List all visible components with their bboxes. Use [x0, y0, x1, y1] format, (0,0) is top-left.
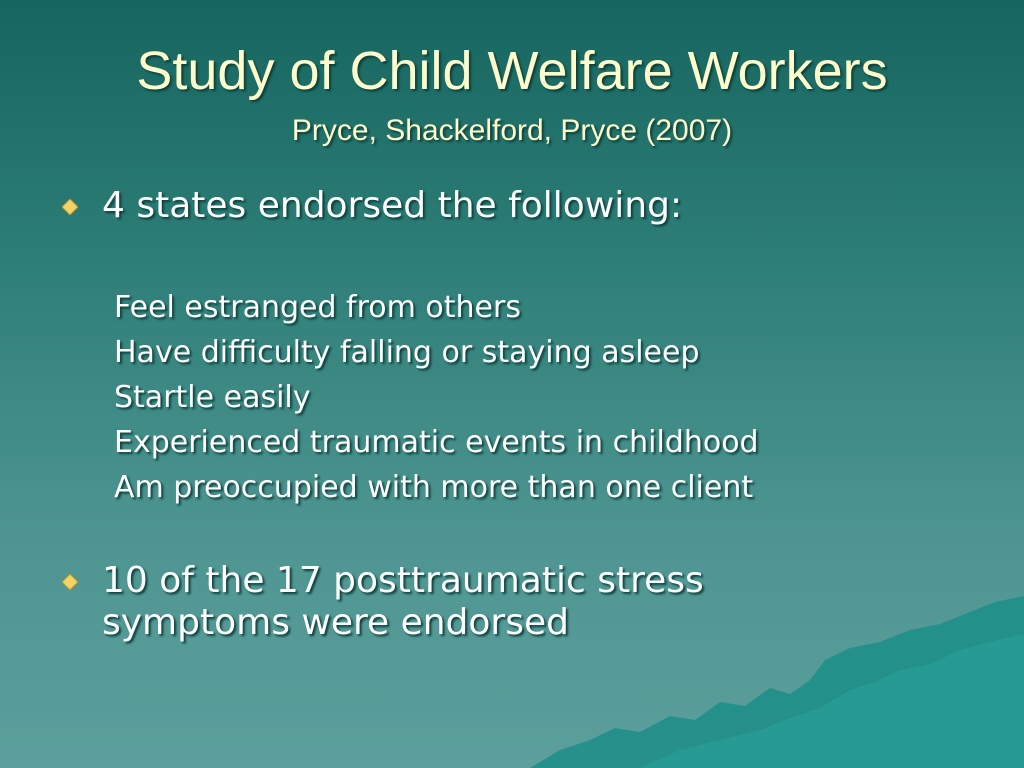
sub-item: Have difficulty falling or staying asleep	[114, 335, 700, 370]
diamond-bullet-icon	[62, 199, 78, 215]
sub-item: Feel estranged from others	[114, 290, 521, 325]
sub-item: Experienced traumatic events in childhood	[114, 425, 759, 460]
iceberg-decoration	[520, 590, 1024, 768]
bullet-text: 10 of the 17 posttraumatic stress symptoms were endorsed	[102, 560, 704, 643]
bullet-text: 4 states endorsed the following:	[102, 185, 683, 226]
sub-bullet-list	[114, 285, 914, 510]
slide-title: Study of Child Welfare Workers	[136, 41, 888, 101]
bullet-item-1	[62, 185, 962, 227]
diamond-bullet-icon	[62, 574, 78, 590]
sub-item: Am preoccupied with more than one client	[114, 470, 754, 505]
sub-item: Startle easily	[114, 380, 311, 415]
slide-subtitle: Pryce, Shackelford, Pryce (2007)	[291, 114, 733, 147]
